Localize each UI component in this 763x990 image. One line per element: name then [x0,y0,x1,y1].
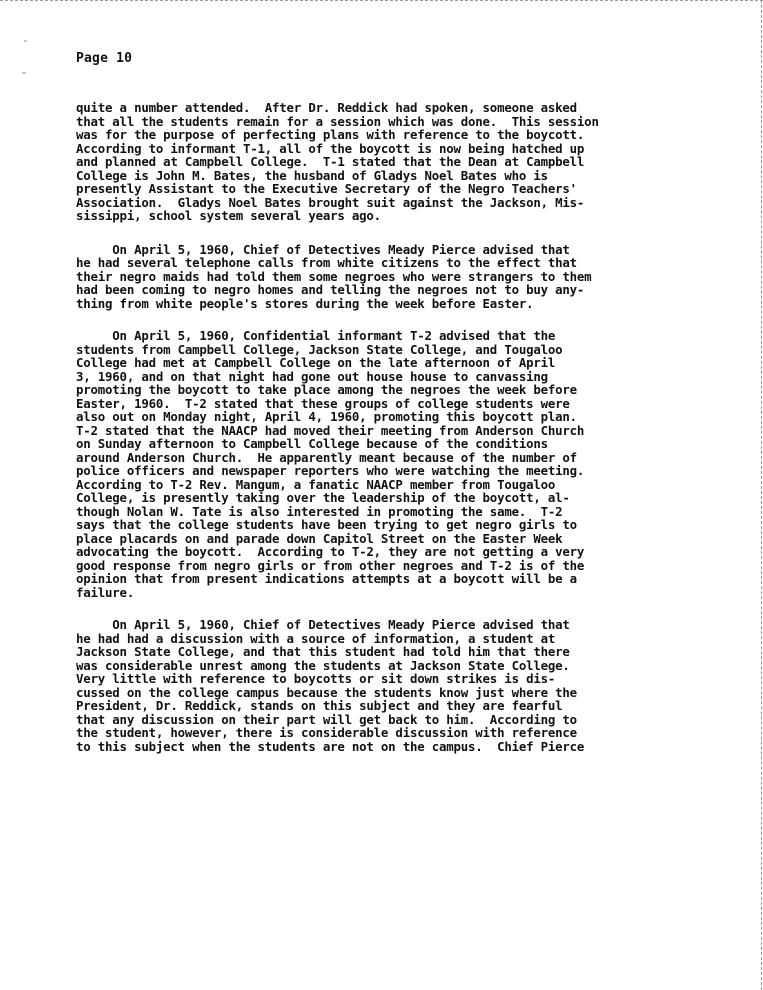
text-line: thing from white people's stores during the week before Easter. [76,295,534,311]
text-line: Jackson State College, and that this student had told him that there [76,644,570,659]
page-edge-top [0,0,763,1]
text-line: had been coming to negro homes and telling the negroes not to buy any- [76,282,585,297]
text-line: College had met at Campbell College on the late afternoon of April [76,355,556,370]
text-line: sissippi, school system several years ago. [76,208,381,223]
text-line: their negro maids had told them some negroes who were strangers to them [76,268,592,284]
text-line: advocating the boycott. According to T-2, they are not getting a very [76,544,585,559]
scan-speck [24,40,27,42]
text-line: police officers and newspaper reporters who were watching the meeting. [76,463,585,478]
paragraph [76,243,756,311]
text-line: College is John M. Bates, the husband of Gladys Noel Bates who is [76,167,548,183]
text-line: he had several telephone calls from white citizens to the effect that [76,255,577,270]
text-line: failure. [76,584,135,600]
text-line: on Sunday afternoon to Campbell College because of the conditions [76,436,548,451]
text-line: Very little with reference to boycotts or sit down strikes is dis- [76,671,556,686]
text-line: T-2 stated that the NAACP had moved their meeting from Anderson Church [76,422,585,438]
text-line: On April 5, 1960, Chief of Detectives Meady Pierce advised that [76,617,570,632]
paragraph [76,101,756,223]
page-edge-right [761,0,762,990]
text-line: Association. Gladys Noel Bates brought suit against the Jackson, Mis- [76,194,585,210]
text-line: students from Campbell College, Jackson State College, and Tougaloo [76,341,563,357]
paragraph [76,618,756,753]
document-body [76,101,756,753]
text-line: quite a number attended. After Dr. Reddick had spoken, someone asked [76,100,577,115]
text-line: good response from negro girls or from other negroes and T-2 is of the [76,557,585,573]
text-line: According to T-2 Rev. Mangum, a fanatic NAACP member from Tougaloo [76,476,556,492]
text-line: he had had a discussion with a source of information, a student at [76,630,556,646]
text-line: also out on Monday night, April 4, 1960, promoting this boycott plan. [76,409,577,424]
text-line: that any discussion on their part will get back to him. According to [76,711,577,727]
text-line: College, is presently taking over the leadership of the boycott, al- [76,490,570,505]
text-line: 3, 1960, and on that night had gone out house house to canvassing [76,368,548,384]
page-header: Page 10 [76,51,133,66]
paragraph [76,329,756,599]
text-line: place placards on and parade down Capitol Street on the Easter Week [76,530,563,546]
text-line: to this subject when the students are not on the campus. Chief Pierce [76,738,585,754]
text-line: On April 5, 1960, Confidential informant T-2 advised that the [76,328,556,343]
text-line: President, Dr. Reddick, stands on this subject and they are fearful [76,698,563,713]
text-line: opinion that from present indications attempts at a boycott will be a [76,571,577,586]
text-line: though Nolan W. Tate is also interested in promoting the same. T-2 [76,503,563,519]
scan-speck [22,72,26,74]
text-line: the student, however, there is considerable discussion with reference [76,725,577,740]
text-line: According to informant T-1, all of the boycott is now being hatched up [76,140,585,156]
text-line: was for the purpose of perfecting plans with reference to the boycott. [76,127,585,142]
text-line: presently Assistant to the Executive Secretary of the Negro Teachers' [76,181,577,196]
text-line: was considerable unrest among the students at Jackson State College. [76,657,570,673]
text-line: cussed on the college campus because the students know just where the [76,684,577,700]
text-line: promoting the boycott to take place among the negroes the week before [76,382,577,397]
text-line: On April 5, 1960, Chief of Detectives Meady Pierce advised that [76,241,570,257]
text-line: that all the students remain for a session which was done. This session [76,113,599,129]
text-line: says that the college students have been trying to get negro girls to [76,517,577,532]
text-line: around Anderson Church. He apparently meant because of the number of [76,449,577,465]
text-line: and planned at Campbell College. T-1 stated that the Dean at Campbell [76,154,585,169]
text-line: Easter, 1960. T-2 stated that these groups of college students were [76,395,570,411]
